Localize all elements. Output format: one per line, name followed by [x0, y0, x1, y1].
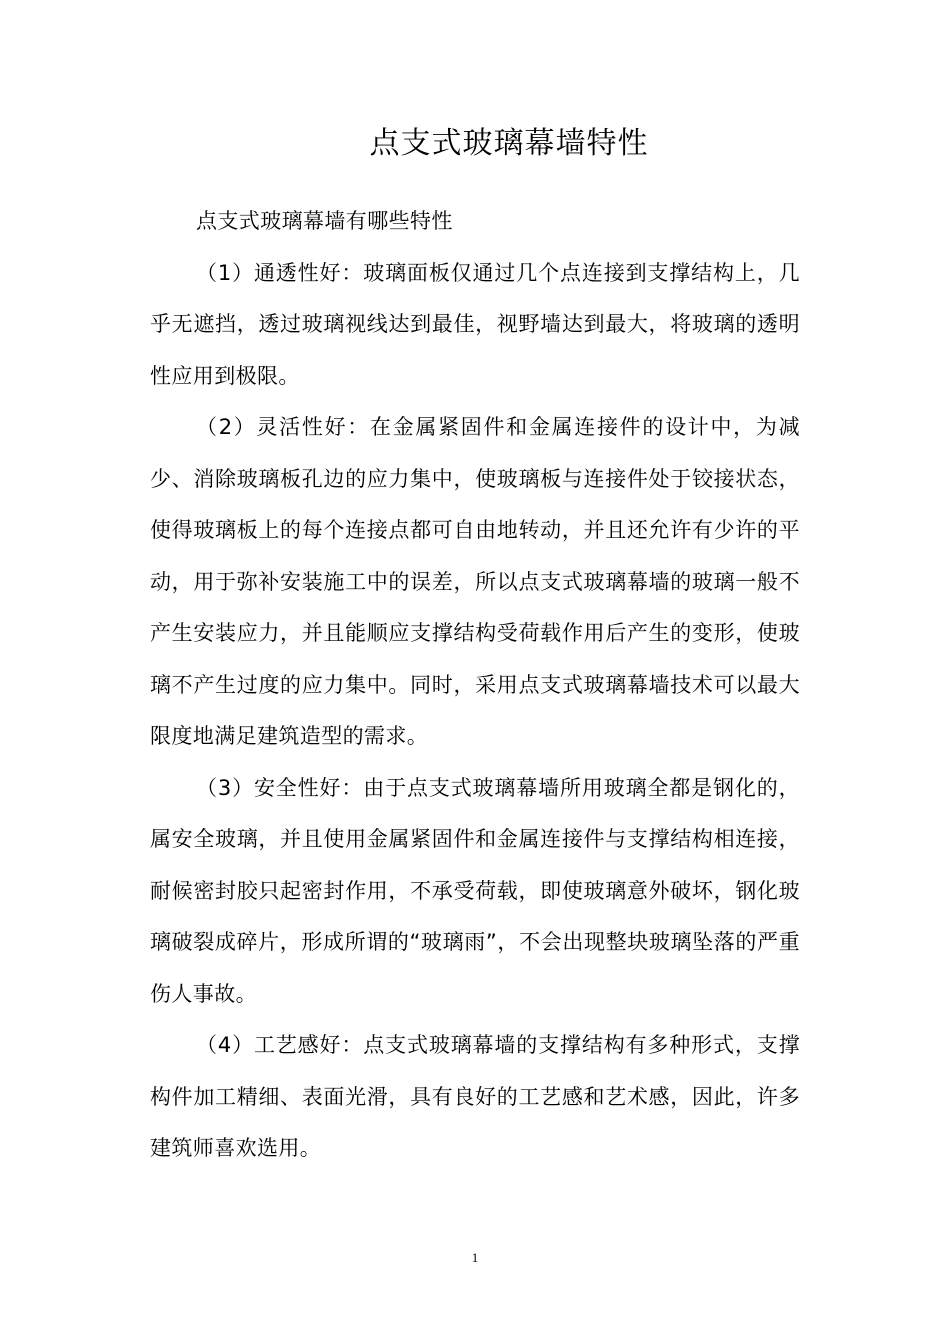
paragraph-transparency: （1）通透性好：玻璃面板仅通过几个点连接到支撑结构上，几乎无遮挡，透过玻璃视线达到最佳，视野墙达到最大，将玻璃的透明性应用到极限。 — [150, 260, 800, 388]
paragraph-craftsmanship: （4）工艺感好：点支式玻璃幕墙的支撑结构有多种形式，支撑构件加工精细、表面光滑，具有良好的工艺感和艺术感，因此，许多建筑师喜欢选用。 — [150, 1033, 800, 1160]
page-number: 1 — [471, 1250, 479, 1265]
document-body — [150, 196, 800, 1175]
paragraph-safety: （3）安全性好：由于点支式玻璃幕墙所用玻璃全都是钢化的，属安全玻璃，并且使用金属紧固件和金属连接件与支撑结构相连接，耐候密封胶只起密封作用，不承受荷载，即使玻璃意外破坏，钢化玻璃破裂成碎片，形成所谓的“玻璃雨”，不会出现整块玻璃坠落的严重伤人事故。 — [150, 775, 800, 1006]
document-title: 点支式玻璃幕墙特性 — [369, 126, 649, 161]
paragraph-intro: 点支式玻璃幕墙有哪些特性 — [196, 209, 453, 233]
paragraph-flexibility: （2）灵活性好：在金属紧固件和金属连接件的设计中，为减少、消除玻璃板孔边的应力集中，使玻璃板与连接件处于铰接状态，使得玻璃板上的每个连接点都可自由地转动，并且还允许有少许的平动，用于弥补安装施工中的误差，所以点支式玻璃幕墙的玻璃一般不产生安装应力，并且能顺应支撑结构受荷载作用后产生的变形，使玻璃不产生过度的应力集中。同时，采用点支式玻璃幕墙技术可以最大限度地满足建筑造型的需求。 — [150, 415, 800, 748]
